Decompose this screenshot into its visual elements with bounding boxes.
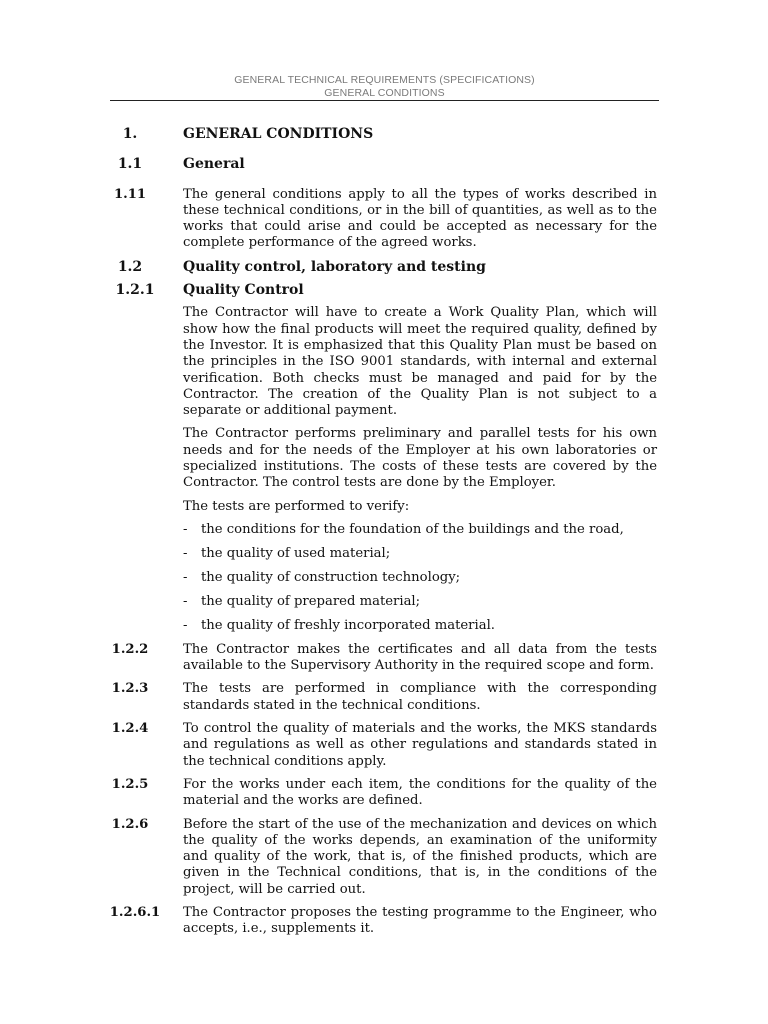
list-item (183, 594, 657, 610)
section-title: General (183, 156, 245, 173)
list-item-text: the quality of construction technology; (201, 569, 461, 585)
section-number: 1.2.6 (111, 816, 149, 832)
paragraph-tests-intro: The tests are performed to verify: (183, 498, 410, 514)
section-number: 1.1 (117, 156, 143, 173)
header-line-2: GENERAL CONDITIONS (324, 86, 445, 99)
section-number: 1.2.5 (111, 776, 149, 792)
section-number: 1.2.2 (111, 641, 149, 657)
list-item-text: the conditions for the foundation of the buildings and the road, (201, 521, 624, 537)
section-1-2-5 (0, 777, 768, 810)
section-1-2-6-1 (0, 905, 768, 938)
list-item (183, 522, 657, 538)
section-1-2-6 (0, 817, 768, 898)
section-text: The general conditions apply to all the types of works described in these technical conditions, or in the bill of quantities, as well as to the works that could arise and could be accepted as necessary for the complete performance of the agreed works. (183, 186, 657, 251)
section-number: 1.2 (117, 258, 143, 275)
section-text: The Contractor makes the certificates and all data from the tests available to the Supervisory Authority in the required scope and form. (183, 641, 657, 674)
list-item (183, 570, 657, 586)
section-number: 1.2.6.1 (109, 905, 161, 921)
bullet-dash: - (183, 569, 188, 585)
list-item-text: the quality of used material; (201, 545, 391, 561)
bullet-dash: - (183, 545, 188, 561)
section-1-2-4 (0, 721, 768, 770)
paragraph-quality-plan: The Contractor will have to create a Work Quality Plan, which will show how the final products will meet the required quality, defined by the Investor. It is emphasized that this Quality Plan must be based on the principles in the ISO 9001 standards, with internal and external verification. Both checks must be managed and paid for by the Contractor. The creation of the Quality Plan is not subject to a separate or additional payment. (183, 305, 657, 419)
section-number: 1. (122, 126, 138, 142)
section-1-2 (0, 259, 768, 275)
bullet-dash: - (183, 617, 188, 633)
section-text: The Contractor proposes the testing programme to the Engineer, who accepts, i.e., supplements it. (183, 905, 657, 937)
list-item-text: the quality of prepared material; (201, 593, 421, 609)
section-text: To control the quality of materials and the works, the MKS standards and regulations as well as other regulations and standards stated in the technical conditions apply. (183, 721, 657, 769)
section-1 (0, 126, 768, 142)
section-number: 1.2.3 (111, 681, 149, 697)
section-1-11 (0, 187, 768, 252)
section-1-2-1 (0, 282, 768, 298)
paragraph-tests: The Contractor performs preliminary and parallel tests for his own needs and for the needs of the Employer at his own laboratories or specialized institutions. The costs of these tests are covered by the Contractor. The control tests are done by the Employer. (183, 426, 657, 491)
section-number: 1.11 (113, 186, 147, 202)
section-text: Before the start of the use of the mechanization and devices on which the quality of the works depends, an examination of the uniformity and quality of the work, that is, of the finished products, which are given in the Technical conditions, that is, in the conditions of the project, will be carried out. (183, 816, 657, 897)
header-divider (110, 100, 659, 101)
bullet-dash: - (183, 593, 188, 609)
section-1-2-3 (0, 681, 768, 714)
document-body (0, 126, 768, 945)
section-text: The tests are performed in compliance with the corresponding standards stated in the technical conditions. (183, 681, 657, 713)
page-header (110, 74, 659, 99)
section-1-2-2 (0, 642, 768, 675)
section-title: Quality Control (183, 282, 304, 299)
section-title: Quality control, laboratory and testing (183, 258, 486, 275)
header-line-1: GENERAL TECHNICAL REQUIREMENTS (SPECIFICATIONS) (234, 74, 535, 86)
section-number: 1.2.1 (115, 282, 155, 299)
section-title: GENERAL CONDITIONS (183, 126, 374, 142)
section-1-1 (0, 156, 768, 172)
list-item (183, 618, 657, 634)
section-text: For the works under each item, the conditions for the quality of the material and the works are defined. (183, 776, 657, 809)
bullet-dash: - (183, 521, 188, 537)
section-number: 1.2.4 (111, 721, 149, 737)
list-item (183, 546, 657, 562)
list-item-text: the quality of freshly incorporated material. (201, 617, 495, 633)
